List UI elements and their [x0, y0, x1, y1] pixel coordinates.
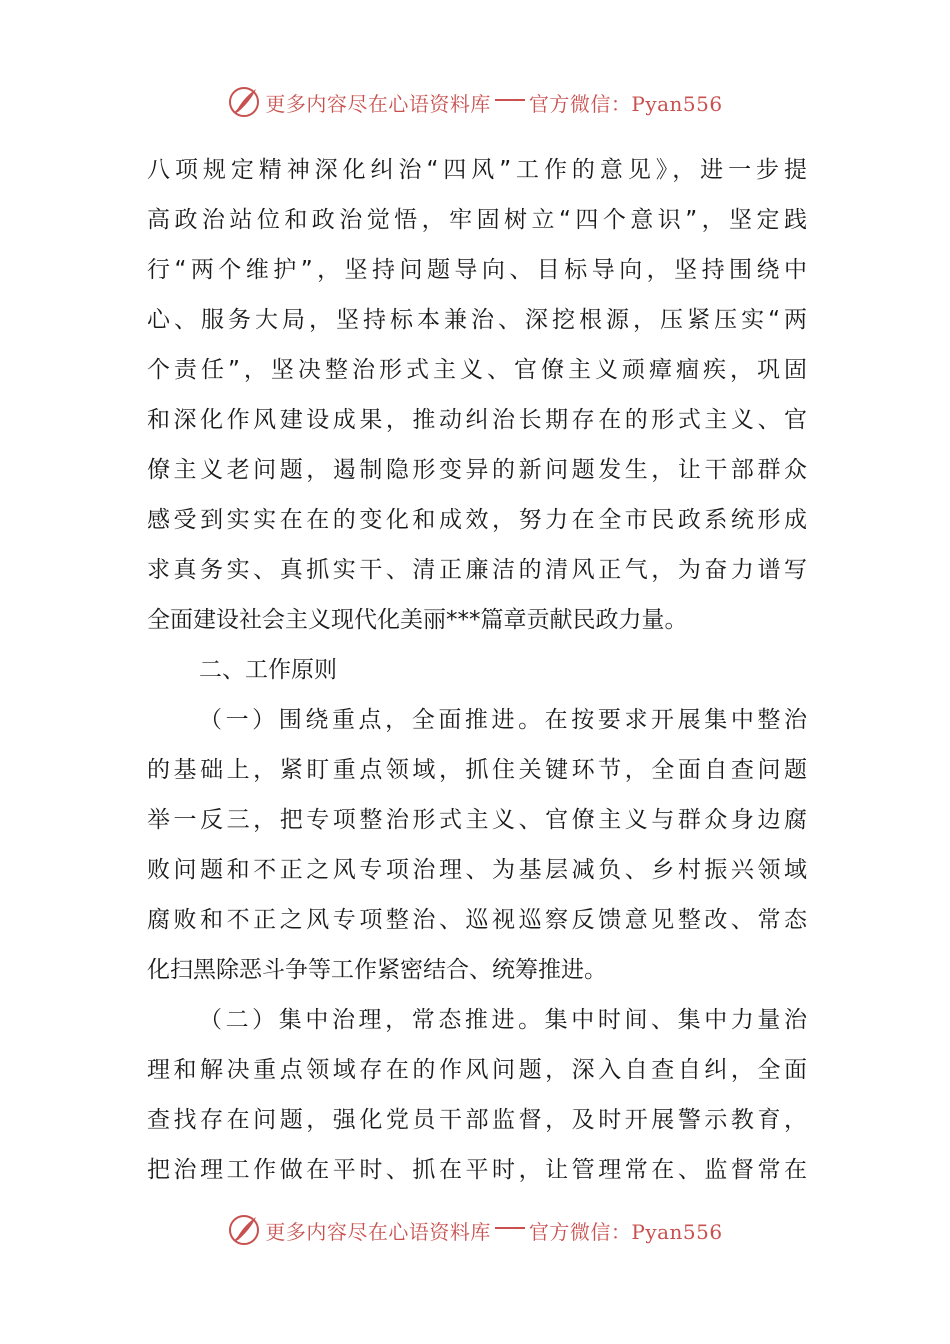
- body-line: 举一反三，把专项整治形式主义、官僚主义与群众身边腐: [147, 807, 807, 833]
- footer-site-text: 更多内容尽在心语资料库: [265, 1219, 491, 1244]
- header-dash-divider: [495, 99, 525, 101]
- body-line: 和深化作风建设成果，推动纠治长期存在的形式主义、官: [147, 407, 807, 433]
- body-line: 僚主义老问题，遏制隐形变异的新问题发生，让干部群众: [147, 457, 807, 483]
- body-line: 感受到实实在在的变化和成效，努力在全市民政系统形成: [147, 507, 807, 533]
- quill-pen-logo-icon: [227, 1213, 261, 1247]
- quill-pen-logo-icon: [227, 85, 261, 119]
- body-line: 心、服务大局，坚持标本兼治、深挖根源，压紧压实“两: [147, 307, 807, 333]
- body-line: 高政治站位和政治觉悟，牢固树立“四个意识”，坚定践: [147, 207, 807, 233]
- body-line: 八项规定精神深化纠治“四风”工作的意见》，进一步提: [147, 157, 807, 183]
- header-wechat-text: 官方微信：Pyan556: [528, 91, 723, 116]
- body-line: 求真务实、真抓实干、清正廉洁的清风正气，为奋力谱写: [147, 557, 807, 583]
- body-line: 化扫黑除恶斗争等工作紧密结合、统筹推进。: [147, 957, 607, 983]
- body-line: 理和解决重点领域存在的作风问题，深入自查自纠，全面: [147, 1057, 807, 1083]
- body-line: 个责任”，坚决整治形式主义、官僚主义顽瘴痼疾，巩固: [147, 357, 807, 383]
- document-body: [147, 145, 807, 1195]
- body-line: 败问题和不正之风专项治理、为基层减负、乡村振兴领域: [147, 857, 807, 883]
- body-line: 查找存在问题，强化党员干部监督，及时开展警示教育，: [147, 1107, 807, 1133]
- footer-wechat-text: 官方微信：Pyan556: [528, 1219, 723, 1244]
- body-line: 行“两个维护”，坚持问题导向、目标导向，坚持围绕中: [147, 257, 807, 283]
- body-line: 把治理工作做在平时、抓在平时，让管理常在、监督常在: [147, 1157, 807, 1183]
- footer-banner: [0, 1208, 950, 1252]
- body-line: （一）围绕重点，全面推进。在按要求开展集中整治: [199, 707, 807, 733]
- body-line: 的基础上，紧盯重点领域，抓住关键环节，全面自查问题: [147, 757, 807, 783]
- section-heading: 二、工作原则: [199, 657, 337, 683]
- body-line: 全面建设社会主义现代化美丽***篇章贡献民政力量。: [147, 607, 688, 633]
- header-banner: [0, 80, 950, 124]
- footer-dash-divider: [495, 1227, 525, 1229]
- header-site-text: 更多内容尽在心语资料库: [265, 91, 491, 116]
- body-line: （二）集中治理，常态推进。集中时间、集中力量治: [199, 1007, 807, 1033]
- body-line: 腐败和不正之风专项整治、巡视巡察反馈意见整改、常态: [147, 907, 807, 933]
